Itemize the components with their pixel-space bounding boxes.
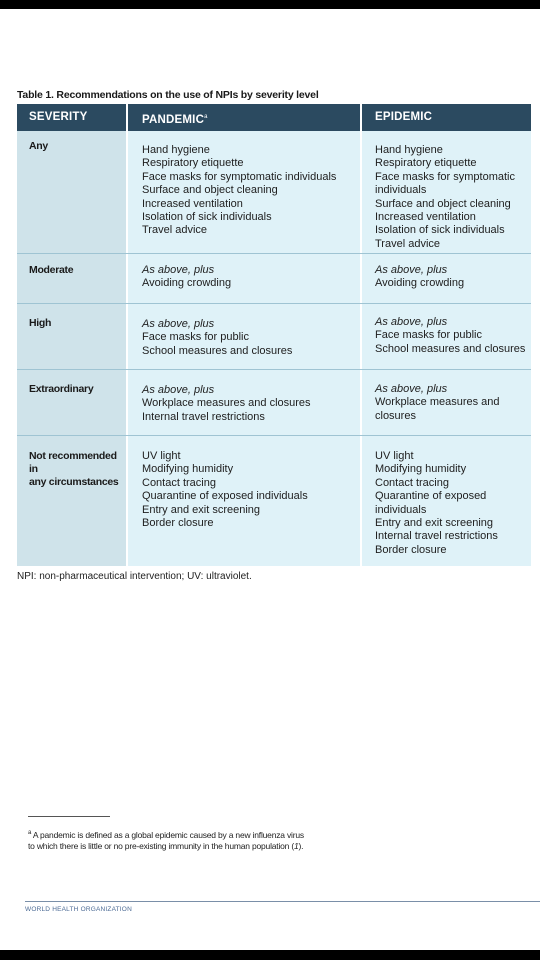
measure-item: Face masks for public <box>142 331 249 344</box>
measure-item: Entry and exit screening <box>375 517 494 530</box>
severity-label: Not recommended in any circumstances <box>29 450 119 488</box>
measure-item: UV light <box>142 450 181 462</box>
pandemic-cell <box>128 254 360 303</box>
measure-item: closures <box>375 409 416 422</box>
measure-item: Hand hygiene <box>375 144 443 156</box>
header-pandemic: PANDEMIC$^a$ <box>142 113 208 126</box>
measure-item: Face masks for public <box>375 329 482 342</box>
table-title: Table 1. Recommendations on the use of NPIs by severity level <box>17 89 319 101</box>
measure-item: Quarantine of exposed <box>375 490 487 503</box>
severity-label: Extraordinary <box>29 383 94 395</box>
measure-item: Contact tracing <box>375 476 449 489</box>
footer-organization: WORLD HEALTH ORGANIZATION <box>25 906 132 913</box>
footer-rule <box>25 901 540 902</box>
measure-item: Respiratory etiquette <box>375 157 477 170</box>
table-row-moderate <box>17 254 531 303</box>
measure-item: Internal travel restrictions <box>375 530 498 543</box>
pandemic-cell <box>128 304 360 369</box>
table-row-high <box>17 304 531 369</box>
measure-item: Respiratory etiquette <box>142 157 244 170</box>
header-pandemic-marker: a <box>204 114 208 120</box>
severity-cell <box>17 254 126 303</box>
severity-cell <box>17 436 126 566</box>
measure-item: Internal travel restrictions <box>142 410 265 423</box>
measure-item: As above, plus <box>142 318 215 330</box>
measure-item: School measures and closures <box>375 342 526 355</box>
epidemic-cell <box>362 304 531 369</box>
severity-cell <box>17 370 126 435</box>
severity-label: High <box>29 317 52 329</box>
measure-item: Border closure <box>375 543 447 556</box>
pandemic-cell <box>128 436 360 566</box>
measure-item: Contact tracing <box>142 476 216 489</box>
header-severity: SEVERITY <box>29 111 88 123</box>
table-row-any <box>17 131 531 253</box>
measure-item: As above, plus <box>142 264 215 276</box>
measure-item: Quarantine of exposed individuals <box>142 490 308 503</box>
measure-item: Face masks for symptomatic individuals <box>142 170 337 183</box>
severity-cell <box>17 131 126 253</box>
footnote-line-1: A pandemic is defined as a global epidemic caused by a new influenza virus <box>32 829 304 840</box>
measure-item: Hand hygiene <box>142 144 210 156</box>
bottom-black-bar <box>0 950 540 960</box>
measure-item: Workplace measures and closures <box>142 397 311 410</box>
table-header <box>17 104 531 131</box>
measure-item: Surface and object cleaning <box>142 184 278 197</box>
abbreviations-note: NPI: non-pharmaceutical intervention; UV: ultraviolet. <box>17 571 252 582</box>
measure-item: As above, plus <box>375 316 448 328</box>
measure-item: Modifying humidity <box>142 463 234 476</box>
footnote-reference: 1 <box>293 840 299 851</box>
measure-item: Travel advice <box>142 224 208 237</box>
header-divider <box>360 104 362 131</box>
measure-item: As above, plus <box>375 264 448 276</box>
epidemic-cell <box>362 370 531 435</box>
footnote-line-2: to which there is little or no pre-existing immunity in the human population ( <box>28 840 294 851</box>
measure-item: Isolation of sick individuals <box>142 211 272 224</box>
measure-item: individuals <box>375 184 427 197</box>
npi-recommendations-table <box>17 104 531 566</box>
measure-item: Surface and object cleaning <box>375 197 511 210</box>
measure-item: Entry and exit screening <box>142 503 261 516</box>
header-divider <box>126 104 128 131</box>
measure-item: Modifying humidity <box>375 463 467 476</box>
measure-item: As above, plus <box>375 383 448 395</box>
table-row-extraordinary <box>17 370 531 435</box>
epidemic-cell <box>362 131 531 253</box>
footnote-rule <box>28 816 110 817</box>
pandemic-cell <box>128 370 360 435</box>
epidemic-cell <box>362 254 531 303</box>
measure-item: individuals <box>375 503 427 516</box>
epidemic-cell <box>362 436 531 566</box>
header-epidemic: EPIDEMIC <box>375 111 433 123</box>
measure-item: School measures and closures <box>142 344 293 357</box>
measure-item: As above, plus <box>142 384 215 396</box>
measure-item: Increased ventilation <box>142 197 243 210</box>
measure-item: UV light <box>375 450 414 462</box>
top-black-bar <box>0 0 540 9</box>
measure-item: Face masks for symptomatic <box>375 170 515 183</box>
measure-item: Border closure <box>142 517 214 530</box>
table-row-not-recommended <box>17 436 531 566</box>
measure-item: Travel advice <box>375 237 441 250</box>
severity-cell <box>17 304 126 369</box>
footnote: $^a$ A pandemic is defined as a global epidemic caused by a new influenza virus to which there is little or no pre-existing immunity in the human population (1). <box>28 829 304 851</box>
pandemic-cell <box>128 131 360 253</box>
severity-label: Any <box>29 140 48 152</box>
footnote-marker: a <box>28 830 32 836</box>
severity-label: Moderate <box>29 264 74 276</box>
measure-item: Increased ventilation <box>375 211 476 224</box>
measure-item: Isolation of sick individuals <box>375 224 505 237</box>
measure-item: Workplace measures and <box>375 396 500 409</box>
measure-item: Avoiding crowding <box>375 277 465 290</box>
measure-item: Avoiding crowding <box>142 277 232 290</box>
